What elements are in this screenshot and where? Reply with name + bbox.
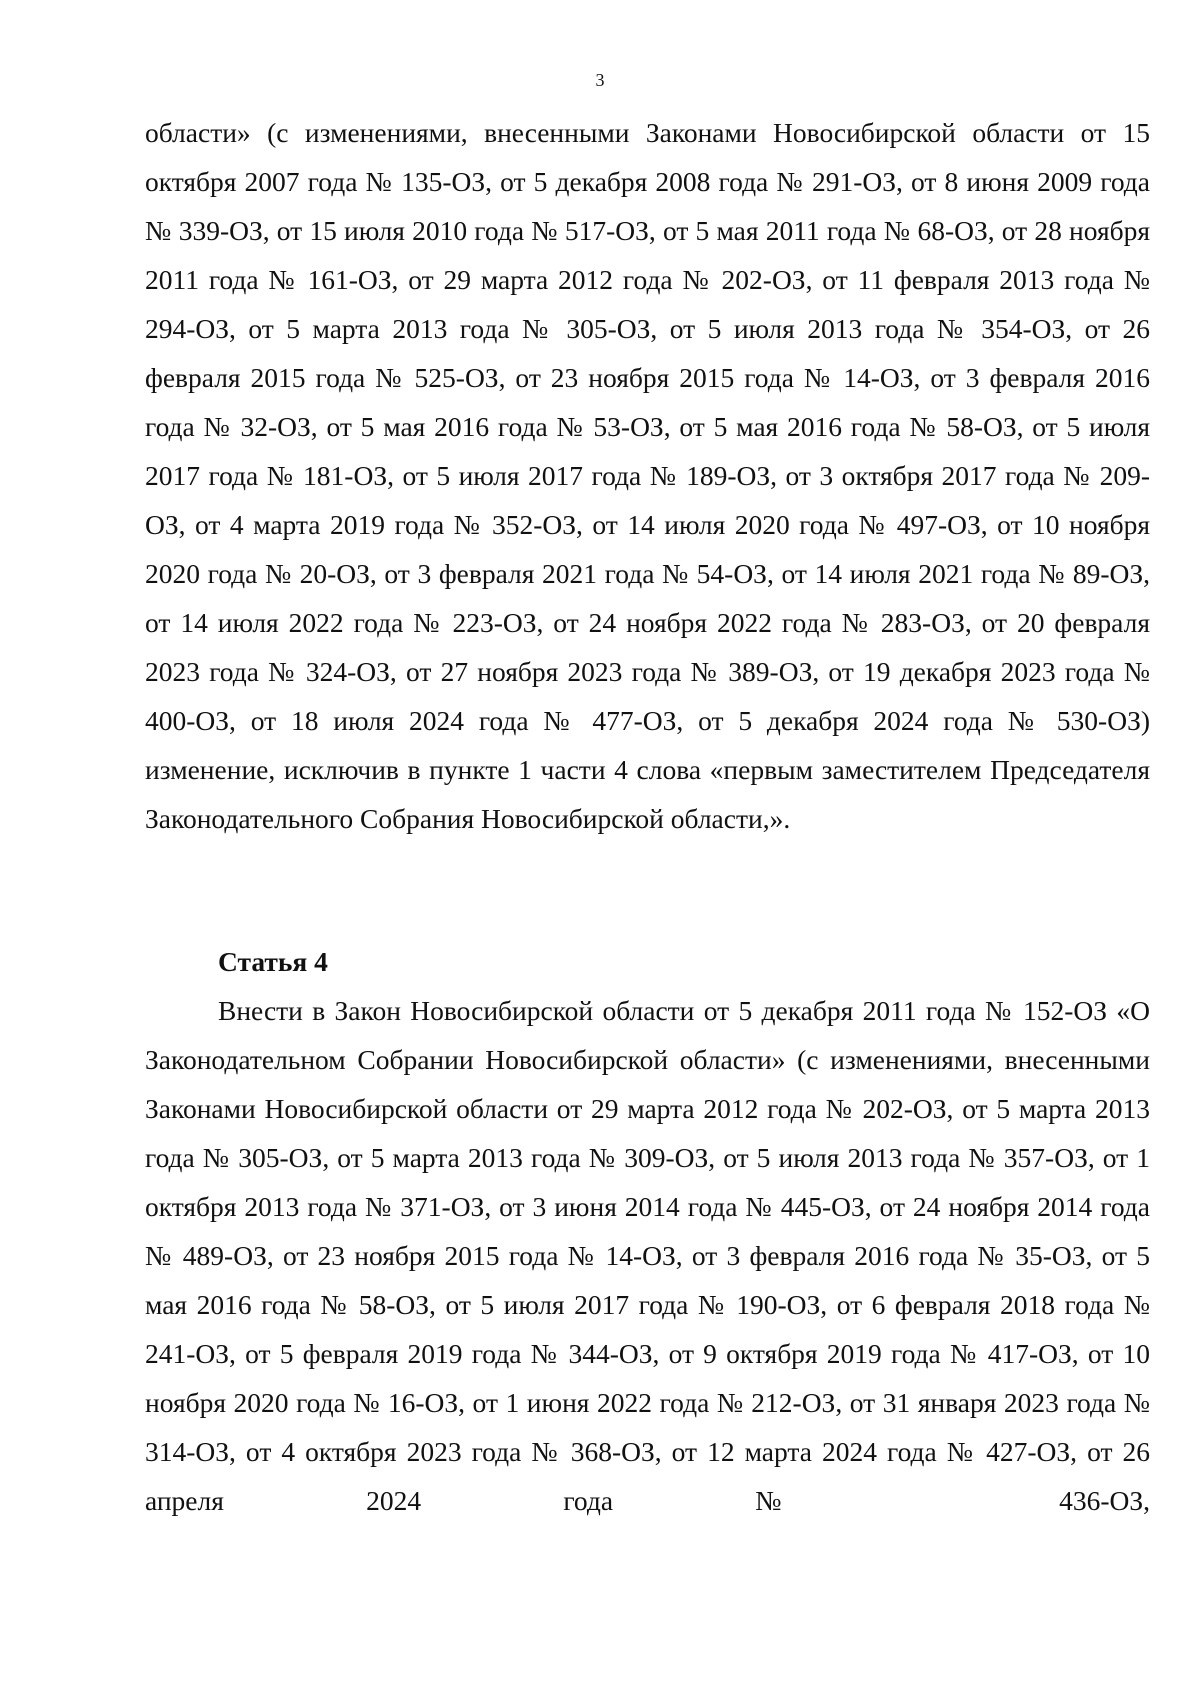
paragraph-continuation: области» (с изменениями, внесенными Законами Новосибирской области от 15 октября 2007 года № 135-ОЗ, от 5 декабря 2008 года № 291-ОЗ, от 8 июня 2009 года № 339-ОЗ, от 15 июля 2010 года № 517-ОЗ, от 5 мая 2011 года № 68-ОЗ, от 28 ноября 2011 года № 161-ОЗ, от 29 марта 2012 года № 202-ОЗ, от 11 февраля 2013 года № 294-ОЗ, от 5 марта 2013 года № 305-ОЗ, от 5 июля 2013 года № 354-ОЗ, от 26 февраля 2015 года № 525-ОЗ, от 23 ноября 2015 года № 14-ОЗ, от 3 февраля 2016 года № 32-ОЗ, от 5 мая 2016 года № 53-ОЗ, от 5 мая 2016 года № 58-ОЗ, от 5 июля 2017 года № 181-ОЗ, от 5 июля 2017 года № 189-ОЗ, от 3 октября 2017 года № 209-ОЗ, от 4 марта 2019 года № 352-ОЗ, от 14 июля 2020 года № 497-ОЗ, от 10 ноября 2020 года № 20-ОЗ, от 3 февраля 2021 года № 54-ОЗ, от 14 июля 2021 года № 89-ОЗ, от 14 июля 2022 года № 223-ОЗ, от 24 ноября 2022 года № 283-ОЗ, от 20 февраля 2023 года № 324-ОЗ, от 27 ноября 2023 года № 389-ОЗ, от 19 декабря 2023 года № 400-ОЗ, от 18 июля 2024 года № 477-ОЗ, от 5 декабря 2024 года № 530-ОЗ) изменение, исключив в пункте 1 части 4 слова «первым заместителем Председателя Законодательного Собрания Новосибирской области,». — [145, 117, 1150, 834]
article-heading: Статья 4 — [218, 946, 328, 977]
page-number: 3 — [595, 70, 605, 90]
article-paragraph: Внести в Закон Новосибирской области от 5 декабря 2011 года № 152-ОЗ «О Законодательном Собрании Новосибирской области» (с изменениями, внесенными Законами Новосибирской области от 29 марта 2012 года № 202-ОЗ, от 5 марта 2013 года № 305-ОЗ, от 5 марта 2013 года № 309-ОЗ, от 5 июля 2013 года № 357-ОЗ, от 1 октября 2013 года № 371-ОЗ, от 3 июня 2014 года № 445-ОЗ, от 24 ноября 2014 года № 489-ОЗ, от 23 ноября 2015 года № 14-ОЗ, от 3 февраля 2016 года № 35-ОЗ, от 5 мая 2016 года № 58-ОЗ, от 5 июля 2017 года № 190-ОЗ, от 6 февраля 2018 года № 241-ОЗ, от 5 февраля 2019 года № 344-ОЗ, от 9 октября 2019 года № 417-ОЗ, от 10 ноября 2020 года № 16-ОЗ, от 1 июня 2022 года № 212-ОЗ, от 31 января 2023 года № 314-ОЗ, от 4 октября 2023 года № 368-ОЗ, от 12 марта 2024 года № 427-ОЗ, от 26 апреля 2024 года № 436-ОЗ, — [145, 995, 1150, 1516]
